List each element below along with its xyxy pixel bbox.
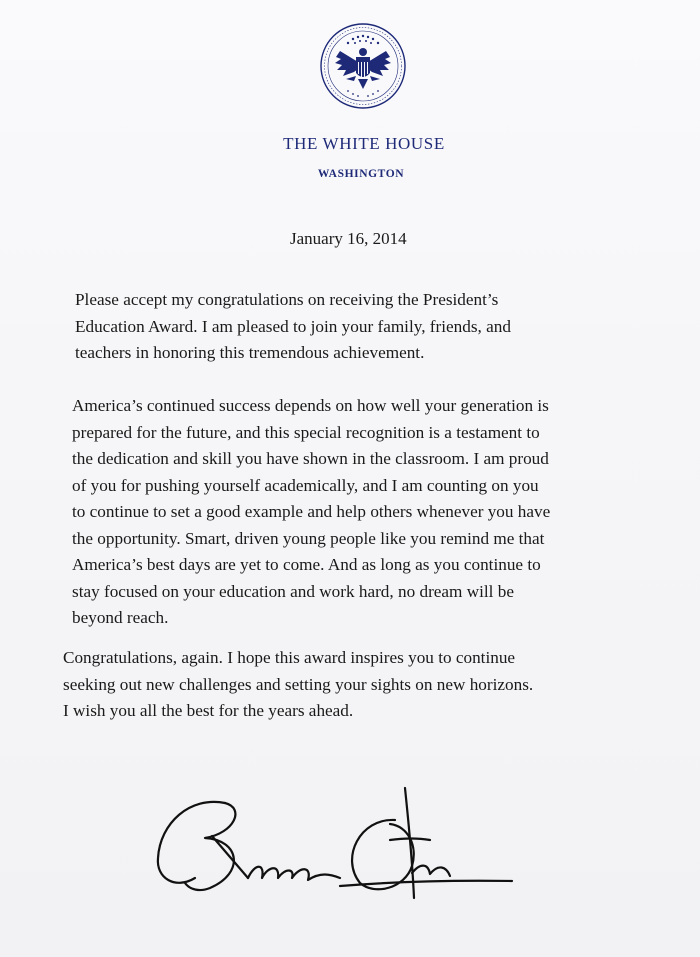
paragraph-line: seeking out new challenges and setting your sights on new horizons.: [63, 674, 534, 694]
paragraph-line: the dedication and skill you have shown in the classroom. I am proud: [72, 449, 549, 468]
paragraph-congratulations: [75, 287, 675, 367]
paragraph-line: stay focused on your education and work hard, no dream will be: [72, 581, 514, 601]
paragraph-line: Congratulations, again. I hope this award inspires you to continue: [63, 648, 516, 667]
paragraph-line: to continue to set a good example and help others whenever you have: [72, 502, 551, 521]
letterhead-title: THE WHITE HOUSE: [283, 134, 445, 153]
paragraph-line: prepared for the future, and this special recognition is a testament to: [72, 422, 540, 442]
letter-date: January 16, 2014: [290, 229, 407, 248]
paragraph-line: America’s best days are yet to come. And as long as you continue to: [72, 555, 541, 574]
paragraph-line: I wish you all the best for the years ahead.: [63, 701, 354, 720]
paragraph-line: Please accept my congratulations on receiving the President’s: [75, 290, 499, 309]
paragraph-line: America’s continued success depends on how well your generation is: [72, 396, 549, 415]
paragraph-line: the opportunity. Smart, driven young people like you remind me that: [72, 528, 545, 548]
paragraph-line: teachers in honoring this tremendous achievement.: [75, 343, 425, 362]
paragraph-line: of you for pushing yourself academically, and I am counting on you: [72, 475, 539, 495]
paragraph-success: [72, 393, 682, 632]
presidential-seal-icon: [318, 21, 408, 111]
paragraph-line: beyond reach.: [72, 608, 169, 627]
handwritten-signature: [150, 778, 520, 908]
paragraph-closing: [63, 645, 693, 725]
letterhead-subtitle: WASHINGTON: [317, 168, 405, 180]
paragraph-line: Education Award. I am pleased to join your family, friends, and: [75, 316, 511, 336]
